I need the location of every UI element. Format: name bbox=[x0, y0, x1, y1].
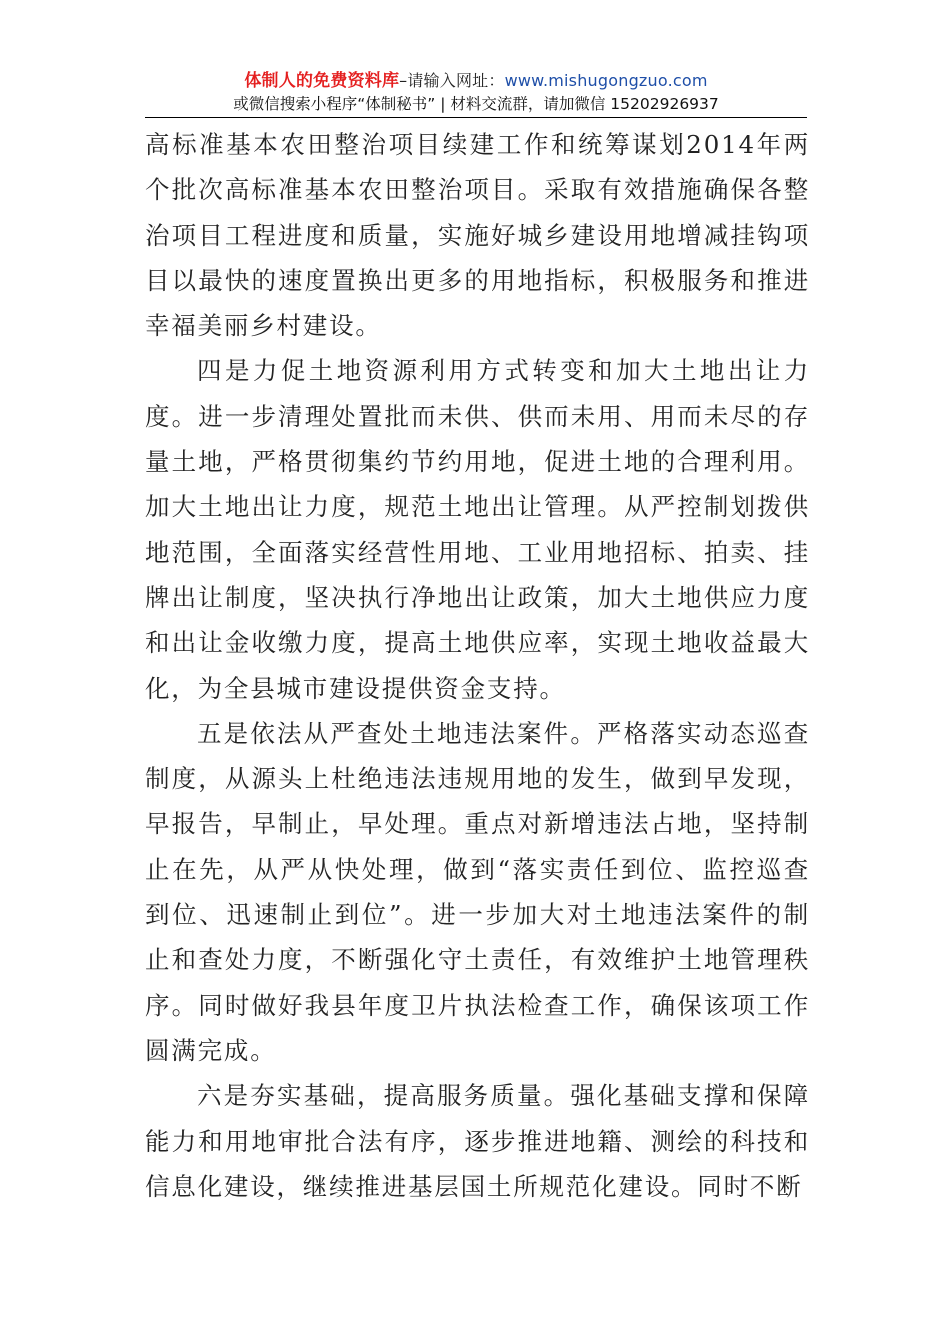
header-prompt: –请输入网址： bbox=[399, 71, 505, 90]
paragraph-item-six: 六是夯实基础，提高服务质量。强化基础支撑和保障能力和用地审批合法有序，逐步推进地籍、测绘的科技和信息化建设，继续推进基层国土所规范化建设。同时不断 bbox=[145, 1081, 810, 1201]
page-header bbox=[145, 70, 807, 115]
header-subline: 或微信搜索小程序“体制秘书” | 材料交流群，请加微信 15202926937 bbox=[233, 95, 719, 113]
paragraph-item-four: 四是力促土地资源利用方式转变和加大土地出让力度。进一步清理处置批而未供、供而未用、用而未尽的存量土地，严格贯彻集约节约用地，促进土地的合理利用。加大土地出让力度，规范土地出让管理。从严控制划拨供地范围，全面落实经营性用地、工业用地招标、拍卖、挂牌出让制度，坚决执行净地出让政策，加大土地供应力度和出让金收缴力度，提高土地供应率，实现土地收益最大化，为全县城市建设提供资金支持。 bbox=[145, 356, 810, 703]
paragraph-item-five: 五是依法从严查处土地违法案件。严格落实动态巡查制度，从源头上杜绝违法违规用地的发生，做到早发现，早报告，早制止，早处理。重点对新增违法占地，坚持制止在先，从严从快处理，做到“落实责任到位、监控巡查到位、迅速制止到位”。进一步加大对土地违法案件的制止和查处力度，不断强化守土责任，有效维护土地管理秩序。同时做好我县年度卫片执法检查工作，确保该项工作圆满完成。 bbox=[145, 718, 810, 1065]
paragraph-continued: 高标准基本农田整治项目续建工作和统筹谋划2014年两个批次高标准基本农田整治项目。采取有效措施确保各整治项目工程进度和质量，实施好城乡建设用地增减挂钩项目以最快的速度置换出更多的用地指标，积极服务和推进幸福美丽乡村建设。 bbox=[145, 130, 810, 341]
header-divider bbox=[145, 117, 807, 118]
document-body bbox=[145, 122, 810, 1209]
header-brand: 体制人的免费资料库 bbox=[244, 71, 400, 91]
header-line-1 bbox=[145, 70, 807, 92]
header-url-link[interactable]: www.mishugongzuo.com bbox=[504, 71, 708, 90]
